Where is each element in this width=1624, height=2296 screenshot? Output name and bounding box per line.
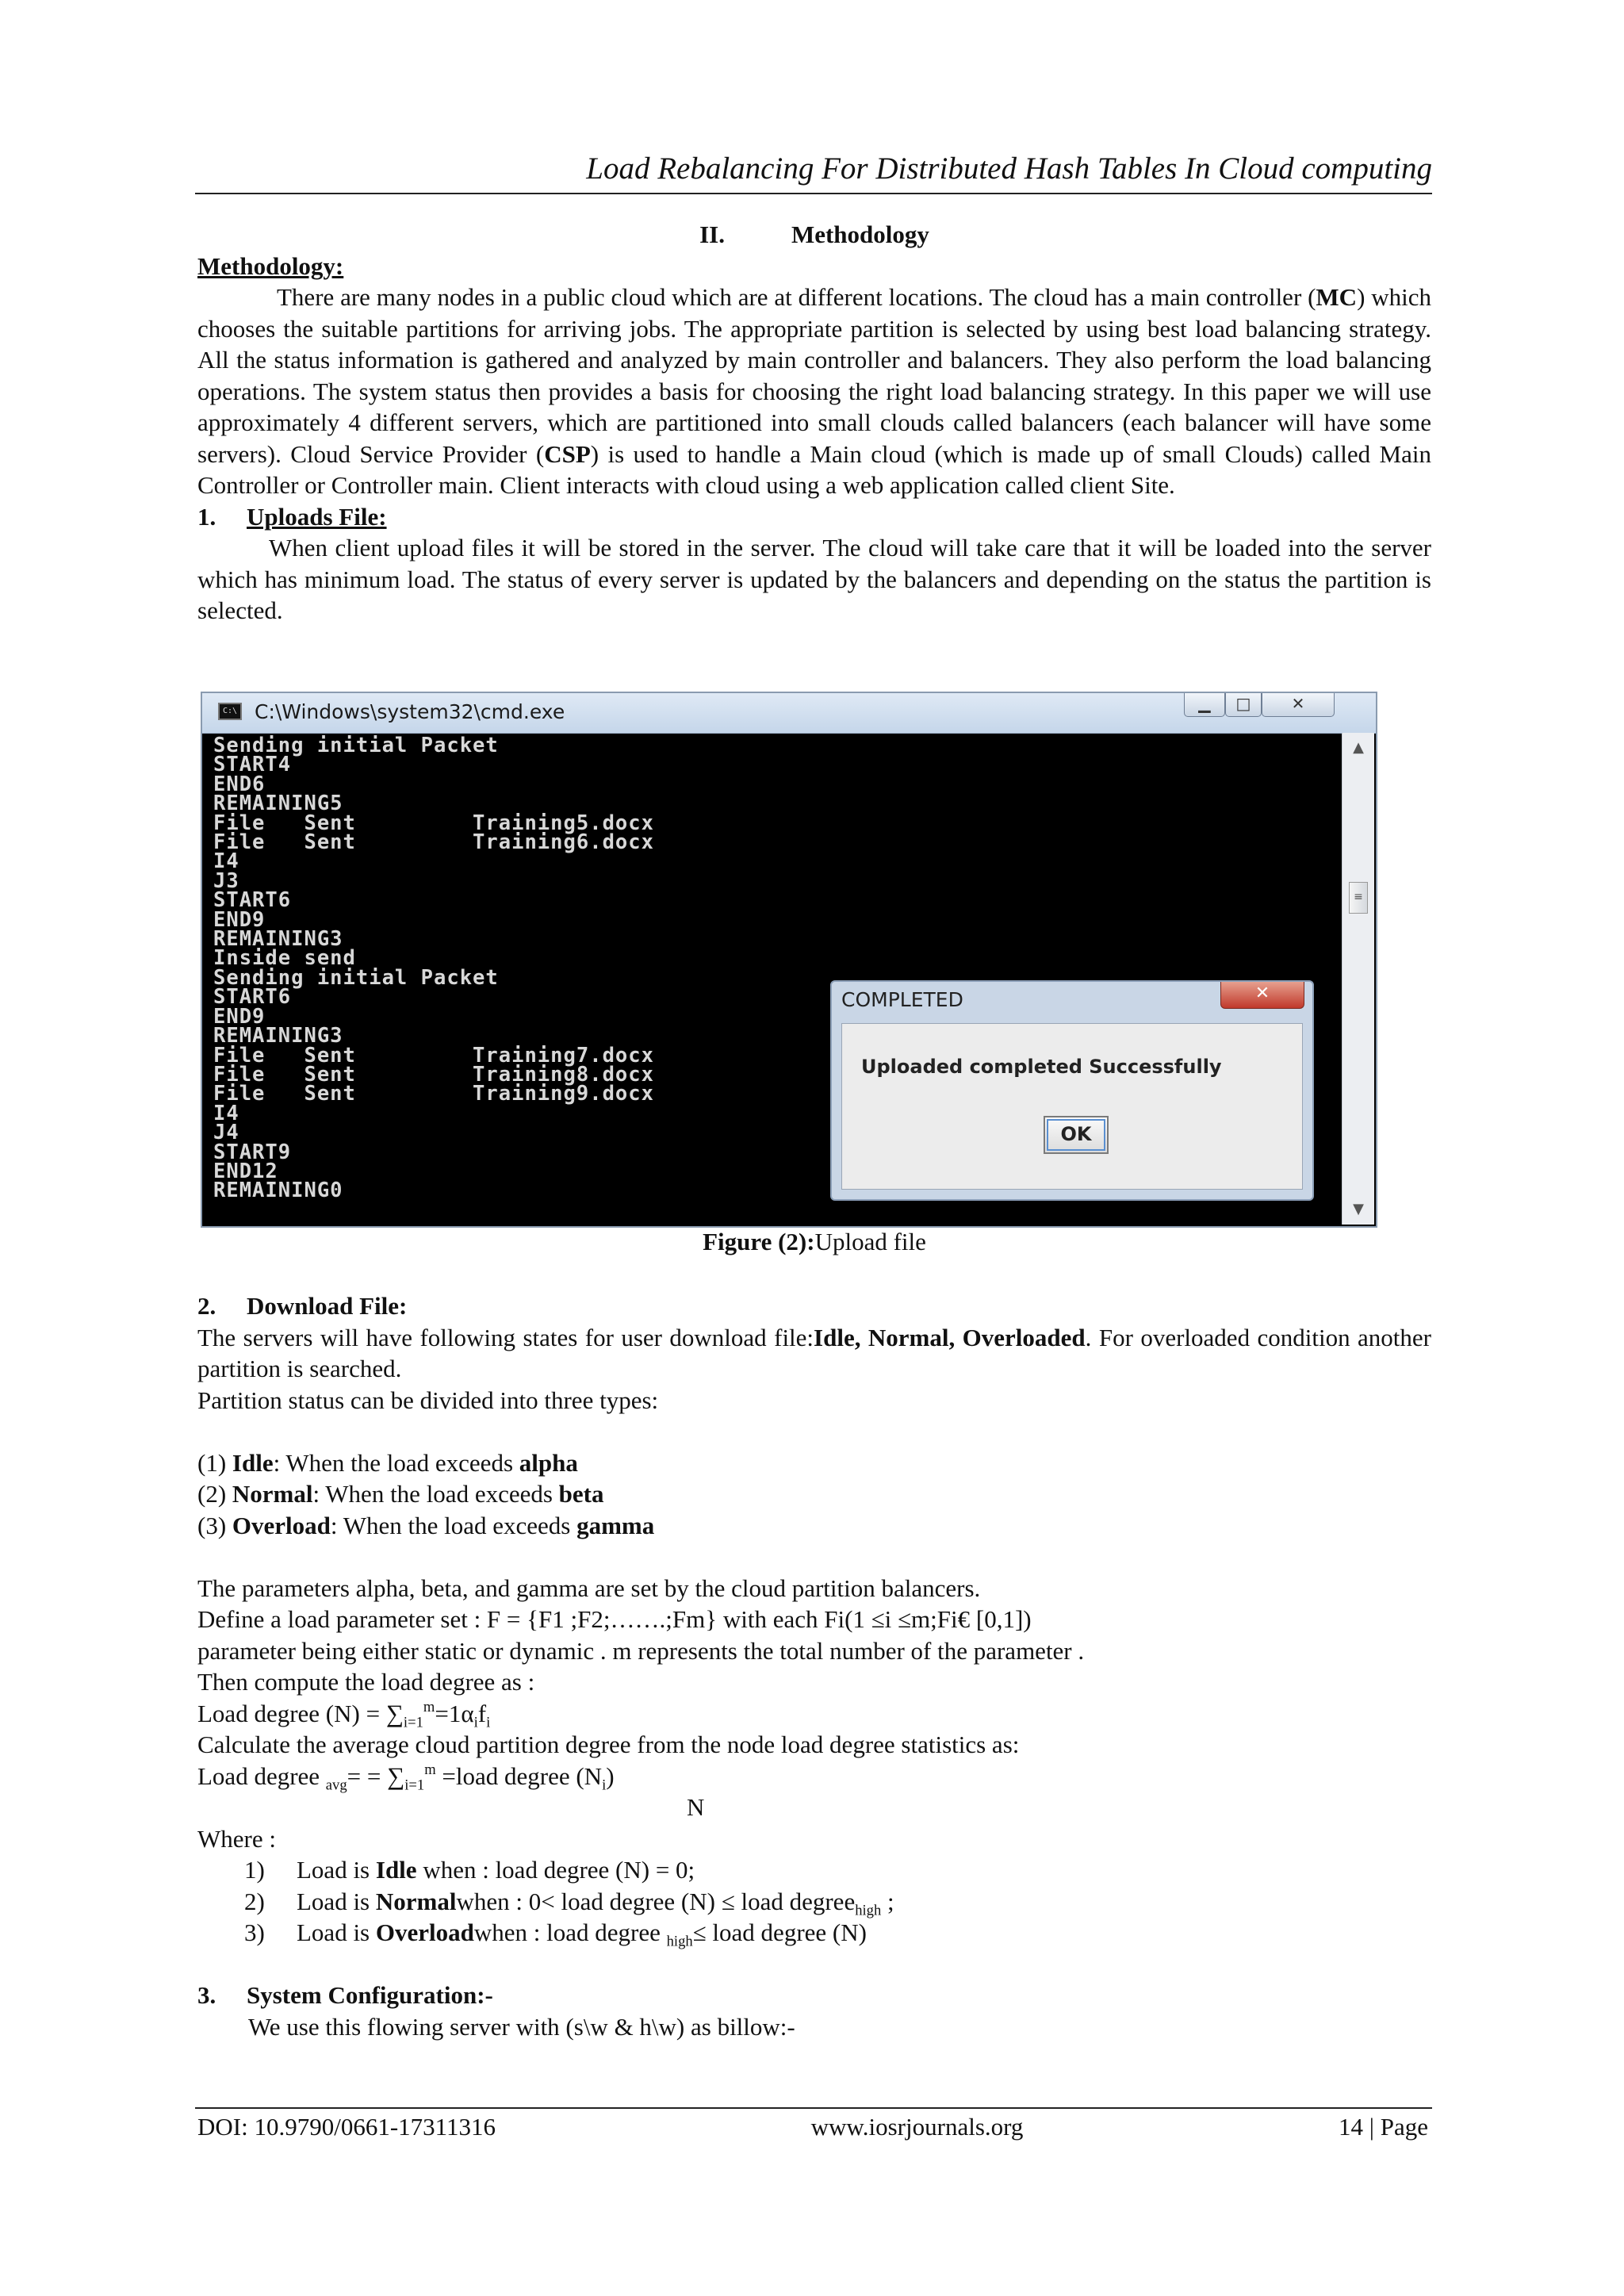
- condition-a: Load is: [297, 1918, 376, 1946]
- intro-part-2: ) which chooses the suitable partitions for arriving jobs. The appropriate partition is selected by using best load balancing strategy. All the status information is gathered and analyzed by main controller and balancers. They also perform the load balancing operations. The system status then provides a basis for choosing the right load balancing strategy. In this paper we will use approximately 4 different servers, which are partitioned into small clouds called balancers (each balancer will have some servers). Cloud Service Provider (: [197, 283, 1431, 468]
- condition-c: ;: [881, 1887, 894, 1915]
- minimize-button[interactable]: ▁: [1184, 693, 1225, 717]
- section-title: Methodology: [791, 220, 929, 248]
- scroll-down-icon[interactable]: ▼: [1353, 1201, 1364, 1217]
- section-heading: [197, 219, 1431, 251]
- type-name: Idle: [232, 1448, 274, 1477]
- condition-num: 1): [244, 1856, 265, 1884]
- body-text-continued: [197, 1290, 1431, 2042]
- footer-site[interactable]: www.iosrjournals.org: [810, 2113, 1024, 2141]
- console-line: START9: [213, 1140, 292, 1164]
- eq2-mid: = = ∑: [347, 1761, 405, 1790]
- download-heading: [197, 1290, 1431, 1322]
- cmd-icon: C:\: [218, 703, 242, 720]
- completed-dialog: [830, 980, 1314, 1201]
- console-line: File Sent Training7.docx: [213, 1043, 654, 1068]
- header-rule: [195, 193, 1432, 194]
- console-line: END12: [213, 1159, 278, 1183]
- page-footer: [197, 2113, 1428, 2141]
- console-line: START6: [213, 985, 292, 1010]
- config-text: We use this flowing server with (s\w & h\w) as billow:-: [248, 2012, 795, 2041]
- config-number: 3.: [197, 1981, 216, 2009]
- intro-mc: MC: [1316, 283, 1358, 311]
- intro-part-1: There are many nodes in a public cloud which are at different locations. The cloud has a main controller (: [277, 283, 1316, 311]
- then-text: Then compute the load degree as :: [197, 1668, 535, 1696]
- type-item: [197, 1510, 1431, 1542]
- caption-text: Upload file: [814, 1228, 926, 1255]
- upload-paragraph: When client upload files it will be stored in the server. The cloud will take care that it will be loaded into the server which has minimum load. The status of every server is updated by the balancers and depending on the status the partition is selected.: [197, 534, 1431, 624]
- download-title: Download File:: [247, 1292, 408, 1320]
- upload-number: 1.: [197, 502, 216, 531]
- eq2-sub2: i=1: [404, 1777, 425, 1793]
- dialog-close-button[interactable]: ✕: [1220, 982, 1304, 1009]
- type-text: : When the load exceeds: [330, 1511, 577, 1539]
- maximize-button[interactable]: □: [1225, 693, 1262, 717]
- footer-doi: DOI: 10.9790/0661-17311316: [197, 2113, 496, 2141]
- type-num: (1): [197, 1448, 232, 1477]
- condition-text: [297, 1854, 695, 1886]
- window-title: C:\Windows\system32\cmd.exe: [255, 700, 565, 723]
- download-text-b: . For overloaded condition another partition is searched.: [197, 1323, 1431, 1382]
- figure-caption: [197, 1228, 1431, 1256]
- scroll-up-icon[interactable]: ▲: [1353, 739, 1364, 756]
- condition-state: Normal: [375, 1887, 457, 1915]
- condition-item: [197, 1917, 1431, 1949]
- eq2-sup: m: [424, 1761, 436, 1778]
- console-line: I4: [213, 1101, 239, 1125]
- running-header: Load Rebalancing For Distributed Hash Tables In Cloud computing: [586, 151, 1432, 186]
- dialog-body: [841, 1023, 1303, 1190]
- cmd-window-figure: [201, 692, 1377, 1228]
- caption-label: Figure (2):: [703, 1228, 815, 1255]
- methodology-paragraph: [197, 282, 1431, 501]
- blank-line: [197, 1541, 1431, 1573]
- type-num: (2): [197, 1480, 232, 1508]
- console-line: Inside send: [213, 946, 356, 971]
- blank-line: [197, 1416, 1431, 1447]
- upload-heading: [197, 501, 1431, 533]
- console-scrollbar[interactable]: [1342, 733, 1374, 1225]
- ok-button[interactable]: OK: [1044, 1116, 1109, 1154]
- condition-state: Overload: [375, 1918, 474, 1946]
- config-title: System Configuration:-: [247, 1981, 493, 2009]
- condition-state: Idle: [375, 1856, 417, 1884]
- type-text: : When the load exceeds: [273, 1448, 519, 1477]
- type-text: : When the load exceeds: [312, 1480, 559, 1508]
- upload-title: Uploads File:: [247, 502, 387, 531]
- close-button[interactable]: ✕: [1262, 693, 1335, 717]
- type-param: beta: [558, 1480, 604, 1508]
- dialog-message: Uploaded completed Successfully: [861, 1056, 1222, 1078]
- condition-sub: high: [855, 1902, 882, 1918]
- body-text: [197, 219, 1431, 627]
- condition-text: [297, 1886, 894, 1918]
- console-line: REMAINING3: [213, 1024, 343, 1048]
- download-paragraph: [197, 1322, 1431, 1385]
- console-line: J4: [213, 1121, 239, 1145]
- type-param: gamma: [576, 1511, 655, 1539]
- console-line: REMAINING5: [213, 792, 343, 816]
- intro-csp: CSP: [544, 439, 591, 468]
- type-item: [197, 1478, 1431, 1510]
- eq1-sup: m: [423, 1698, 435, 1715]
- condition-item: [197, 1886, 1431, 1918]
- where-text: Where :: [197, 1824, 276, 1853]
- console-line: Sending initial Packet: [213, 734, 499, 757]
- eq2-sub3: i: [602, 1777, 607, 1793]
- console-line: I4: [213, 849, 239, 874]
- console-line: END6: [213, 772, 266, 796]
- blank-line: [197, 1949, 1431, 1980]
- intro-part-3: ) is used to handle a Main cloud (which is made up of small Clouds) called Main Controller or Controller main. Client interacts with cloud using a web application called client Site.: [197, 439, 1431, 499]
- methodology-subheading: Methodology:: [197, 251, 344, 280]
- condition-b: when : 0< load degree (N) ≤ load degree: [456, 1887, 856, 1915]
- type-param: alpha: [519, 1448, 578, 1477]
- eq2-denominator: N: [687, 1793, 705, 1821]
- dialog-title: COMPLETED: [841, 988, 963, 1011]
- eq1-sub2: i: [473, 1714, 478, 1731]
- condition-a: Load is: [297, 1887, 376, 1915]
- download-states: Idle, Normal, Overloaded: [814, 1323, 1086, 1351]
- partition-status-text: Partition status can be divided into three types:: [197, 1386, 659, 1414]
- condition-c: ≤ load degree (N): [692, 1918, 867, 1946]
- console-line: END9: [213, 907, 266, 932]
- eq2-end: ): [606, 1761, 615, 1790]
- eq2-lhs: Load degree: [197, 1761, 326, 1790]
- download-number: 2.: [197, 1292, 216, 1320]
- console-line: File Sent Training6.docx: [213, 830, 654, 855]
- scroll-thumb[interactable]: ≡: [1349, 882, 1368, 914]
- footer-rule: [195, 2107, 1432, 2109]
- param-description: parameter being either static or dynamic . m represents the total number of the parameter .: [197, 1636, 1085, 1665]
- download-text-a: The servers will have following states for user download file:: [197, 1323, 814, 1351]
- console-line: J3: [213, 868, 239, 893]
- params-text: The parameters alpha, beta, and gamma are set by the cloud partition balancers.: [197, 1573, 981, 1602]
- config-heading: [197, 1980, 1431, 2011]
- eq1-lhs: Load degree (N) = ∑: [197, 1699, 404, 1727]
- condition-num: 2): [244, 1887, 265, 1915]
- console-line: REMAINING0: [213, 1179, 343, 1203]
- condition-b: when : load degree: [473, 1918, 667, 1946]
- console-line: START4: [213, 753, 292, 777]
- console-line: File Sent Training9.docx: [213, 1082, 654, 1106]
- eq2-sub: avg: [325, 1777, 347, 1793]
- section-number: II.: [699, 220, 725, 248]
- console-line: Sending initial Packet: [213, 965, 499, 990]
- calc-text: Calculate the average cloud partition degree from the node load degree statistics as:: [197, 1731, 1020, 1758]
- window-titlebar: [202, 693, 1376, 734]
- type-name: Overload: [232, 1511, 331, 1539]
- eq2-rhs: =load degree (N: [435, 1761, 603, 1790]
- equation-load-degree: [197, 1698, 1431, 1730]
- eq1-sub: i=1: [403, 1714, 423, 1731]
- type-name: Normal: [232, 1480, 313, 1508]
- condition-a: Load is: [297, 1856, 376, 1884]
- console-line: File Sent Training8.docx: [213, 1062, 654, 1087]
- define-text: Define a load parameter set : F = {F1 ;F2;…….;Fm} with each Fi(1 ≤i ≤m;Fi€ [0,1]): [197, 1605, 1032, 1633]
- console-line: START6: [213, 888, 292, 913]
- equation-avg-degree: [197, 1761, 1431, 1792]
- console-line: END9: [213, 1004, 266, 1029]
- console-line: REMAINING3: [213, 927, 343, 952]
- type-num: (3): [197, 1511, 232, 1539]
- eq1-f: f: [477, 1699, 487, 1727]
- footer-page: 14 | Page: [1339, 2113, 1428, 2141]
- condition-b: when : load degree (N) = 0;: [416, 1856, 695, 1884]
- condition-item: [197, 1854, 1431, 1886]
- eq1-sub3: i: [486, 1714, 491, 1731]
- condition-sub: high: [666, 1933, 693, 1950]
- console-line: File Sent Training5.docx: [213, 811, 654, 835]
- type-item: [197, 1447, 1431, 1479]
- condition-text: [297, 1917, 867, 1949]
- condition-num: 3): [244, 1918, 265, 1946]
- eq1-mid: =1α: [435, 1699, 474, 1727]
